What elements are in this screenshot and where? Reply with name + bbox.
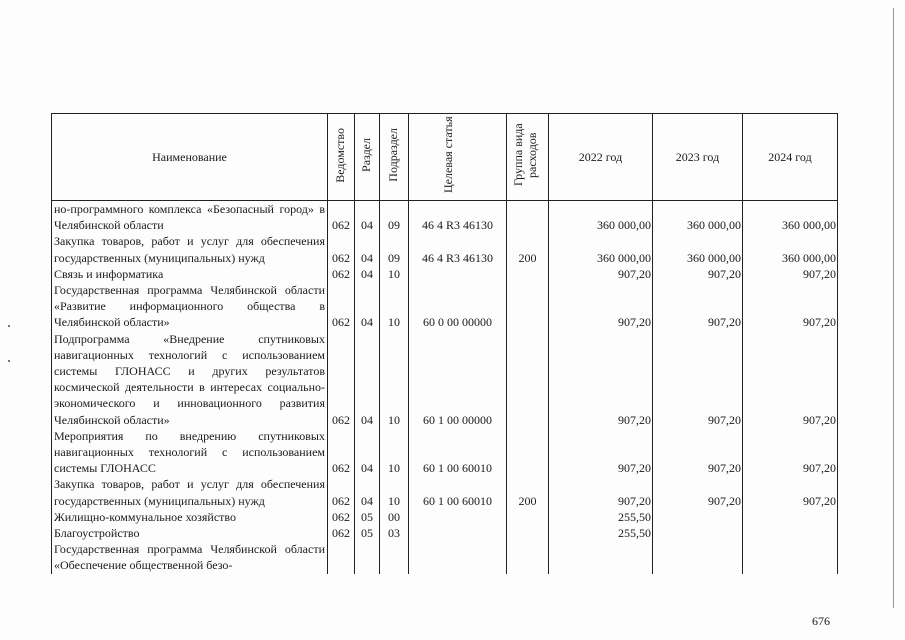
row-expense-group: [507, 428, 549, 477]
row-amount-2024: 907,20: [743, 282, 838, 331]
row-amount-2024: 360 000,00: [743, 201, 838, 234]
table-row: [52, 233, 838, 265]
row-expense-group: 200: [507, 233, 549, 265]
row-ministry: [328, 541, 355, 573]
row-section: 04: [355, 476, 380, 508]
row-subsection: 10: [380, 331, 409, 428]
row-expense-group: [507, 509, 549, 525]
row-target-article: [409, 509, 507, 525]
row-amount-2024: 907,20: [743, 428, 838, 477]
row-amount-2022: 907,20: [549, 282, 653, 331]
row-expense-group: [507, 331, 549, 428]
row-subsection: 09: [380, 201, 409, 234]
row-name: Жилищно-коммунальное хозяйство: [52, 509, 328, 525]
row-amount-2024: [743, 525, 838, 541]
header-section: Раздел: [355, 114, 380, 201]
table-row: [52, 282, 838, 331]
row-section: 04: [355, 331, 380, 428]
row-ministry: 062: [328, 509, 355, 525]
row-target-article: 60 0 00 00000: [409, 282, 507, 331]
row-amount-2023: 907,20: [653, 282, 743, 331]
row-ministry: 062: [328, 331, 355, 428]
row-ministry: 062: [328, 476, 355, 508]
row-section: 04: [355, 233, 380, 265]
row-name: Мероприятия по внедрению спутниковых навигационных технологий с использованием системы ГЛОНАСС: [52, 428, 328, 477]
row-name: Связь и информатика: [52, 266, 328, 282]
row-target-article: [409, 525, 507, 541]
table-row: [52, 331, 838, 428]
row-amount-2022: 255,50: [549, 509, 653, 525]
row-target-article: [409, 266, 507, 282]
row-subsection: [380, 541, 409, 573]
row-amount-2024: [743, 541, 838, 573]
row-ministry: 062: [328, 282, 355, 331]
header-expense-group: Группа вида расходов: [507, 114, 549, 201]
row-target-article: 60 1 00 60010: [409, 476, 507, 508]
row-amount-2024: [743, 509, 838, 525]
row-section: [355, 541, 380, 573]
row-expense-group: 200: [507, 476, 549, 508]
page-number: 676: [812, 614, 830, 628]
row-subsection: 09: [380, 233, 409, 265]
row-expense-group: [507, 541, 549, 573]
row-subsection: 10: [380, 282, 409, 331]
row-ministry: 062: [328, 233, 355, 265]
row-amount-2022: 907,20: [549, 428, 653, 477]
row-target-article: 60 1 00 60010: [409, 428, 507, 477]
row-amount-2022: 907,20: [549, 476, 653, 508]
row-section: 05: [355, 525, 380, 541]
row-section: 04: [355, 428, 380, 477]
row-name: но-программного комплекса «Безопасный город» в Челябинской области: [52, 201, 328, 234]
row-subsection: 10: [380, 476, 409, 508]
header-2024: 2024 год: [743, 114, 838, 201]
scan-speck: [8, 325, 10, 327]
row-name: Государственная программа Челябинской области «Обеспечение общественной безо-: [52, 541, 328, 573]
table-row: [52, 509, 838, 525]
header-name: Наименование: [52, 114, 328, 201]
table-row: [52, 266, 838, 282]
row-expense-group: [507, 201, 549, 234]
row-ministry: 062: [328, 266, 355, 282]
row-name: Закупка товаров, работ и услуг для обеспечения государственных (муниципальных) нужд: [52, 233, 328, 265]
row-amount-2022: 255,50: [549, 525, 653, 541]
row-amount-2023: 907,20: [653, 476, 743, 508]
row-section: 04: [355, 282, 380, 331]
row-subsection: 10: [380, 266, 409, 282]
row-ministry: 062: [328, 525, 355, 541]
table-row: [52, 525, 838, 541]
row-amount-2024: 907,20: [743, 266, 838, 282]
row-subsection: 00: [380, 509, 409, 525]
row-target-article: 46 4 R3 46130: [409, 201, 507, 234]
header-ministry: Ведомство: [328, 114, 355, 201]
row-name: Закупка товаров, работ и услуг для обеспечения государственных (муниципальных) нужд: [52, 476, 328, 508]
row-amount-2024: 907,20: [743, 331, 838, 428]
budget-table: [51, 113, 838, 574]
row-amount-2024: 907,20: [743, 476, 838, 508]
header-subsection: Подраздел: [380, 114, 409, 201]
row-subsection: 03: [380, 525, 409, 541]
header-target-article: Целевая статья: [409, 114, 507, 201]
row-amount-2023: 907,20: [653, 428, 743, 477]
row-name: Государственная программа Челябинской области «Развитие информационного общества в Челябинской области»: [52, 282, 328, 331]
row-target-article: [409, 541, 507, 573]
table-row: [52, 428, 838, 477]
row-name: Подпрограмма «Внедрение спутниковых навигационных технологий с использованием системы ГЛОНАСС и других результатов космической деятельности в интересах социально-экономического и инновационного развития Челябинской области»: [52, 331, 328, 428]
table-row: [52, 541, 838, 573]
table-header-row: [52, 114, 838, 201]
row-amount-2024: 360 000,00: [743, 233, 838, 265]
row-target-article: 46 4 R3 46130: [409, 233, 507, 265]
table-row: [52, 201, 838, 234]
row-subsection: 10: [380, 428, 409, 477]
page-edge-line: [893, 8, 894, 608]
table-row: [52, 476, 838, 508]
row-target-article: 60 1 00 00000: [409, 331, 507, 428]
row-amount-2023: [653, 509, 743, 525]
row-amount-2022: 907,20: [549, 266, 653, 282]
row-amount-2023: 907,20: [653, 331, 743, 428]
row-amount-2022: 360 000,00: [549, 233, 653, 265]
row-amount-2022: 360 000,00: [549, 201, 653, 234]
row-section: 04: [355, 266, 380, 282]
row-expense-group: [507, 266, 549, 282]
row-amount-2023: [653, 541, 743, 573]
row-amount-2023: [653, 525, 743, 541]
row-name: Благоустройство: [52, 525, 328, 541]
header-2023: 2023 год: [653, 114, 743, 201]
scan-speck: [8, 360, 10, 362]
row-amount-2022: 907,20: [549, 331, 653, 428]
row-section: 04: [355, 201, 380, 234]
header-2022: 2022 год: [549, 114, 653, 201]
row-amount-2023: 360 000,00: [653, 233, 743, 265]
row-amount-2023: 360 000,00: [653, 201, 743, 234]
row-section: 05: [355, 509, 380, 525]
row-expense-group: [507, 282, 549, 331]
row-amount-2023: 907,20: [653, 266, 743, 282]
row-amount-2022: [549, 541, 653, 573]
row-ministry: 062: [328, 428, 355, 477]
row-ministry: 062: [328, 201, 355, 234]
row-expense-group: [507, 525, 549, 541]
